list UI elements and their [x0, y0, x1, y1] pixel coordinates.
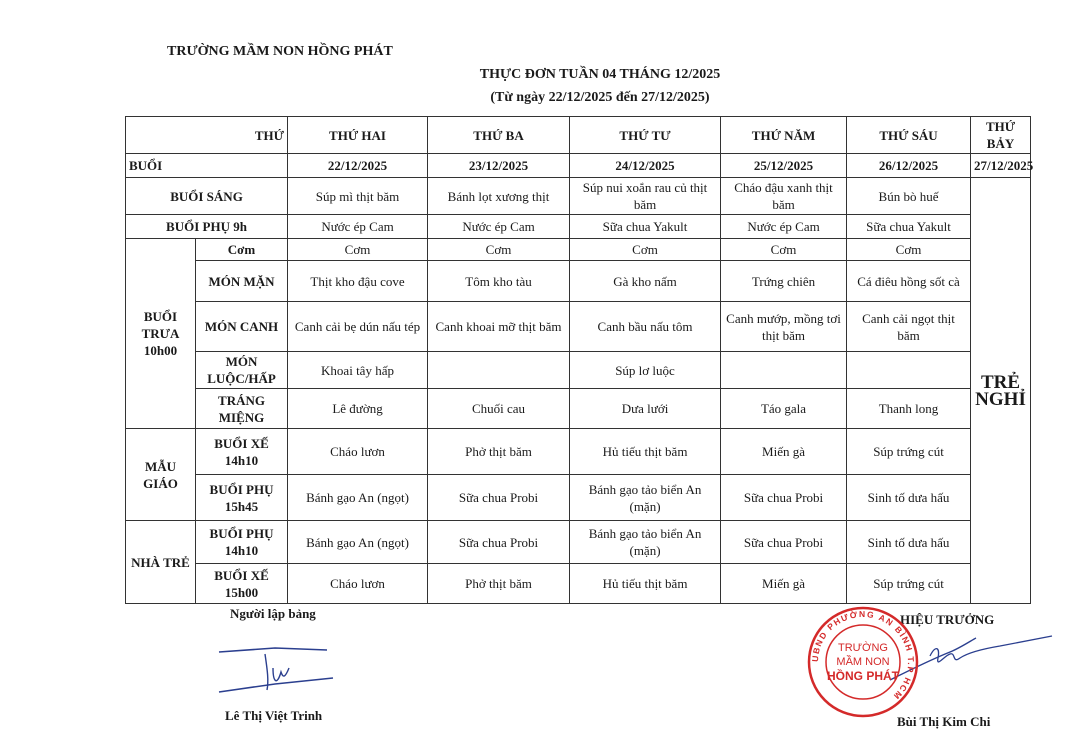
- menu-cell: Súp mì thịt băm: [288, 178, 428, 215]
- menu-cell: Cháo lươn: [288, 564, 428, 604]
- header-buoi-label: BUỔI: [126, 154, 288, 178]
- menu-cell: Tôm kho tàu: [428, 261, 570, 302]
- day-name: THỨ TƯ: [570, 117, 721, 154]
- row-label: MÓN CANH: [196, 302, 288, 352]
- row-label: Cơm: [196, 239, 288, 261]
- day-date: 25/12/2025: [721, 154, 847, 178]
- menu-cell: Súp trứng cút: [847, 564, 971, 604]
- menu-cell: Súp nui xoắn rau củ thịt băm: [570, 178, 721, 215]
- row-label-buoi-phu-9h: BUỔI PHỤ 9h: [126, 215, 288, 239]
- menu-cell: Bánh gạo An (ngọt): [288, 475, 428, 521]
- menu-cell: Lê đường: [288, 389, 428, 429]
- menu-title: THỰC ĐƠN TUẦN 04 THÁNG 12/2025: [479, 67, 721, 82]
- menu-cell: Trứng chiên: [721, 261, 847, 302]
- menu-cell: Sữa chua Probi: [721, 475, 847, 521]
- menu-cell: [847, 352, 971, 389]
- menu-subtitle: (Từ ngày 22/12/2025 đến 27/12/2025): [490, 90, 710, 105]
- rest-note: TRẺ NGHỈ: [971, 178, 1031, 604]
- row-label: TRÁNG MIỆNG: [196, 389, 288, 429]
- menu-cell: Hủ tiếu thịt băm: [570, 429, 721, 475]
- menu-cell: Táo gala: [721, 389, 847, 429]
- menu-cell: Phở thịt băm: [428, 564, 570, 604]
- day-date: 23/12/2025: [428, 154, 570, 178]
- menu-cell: Cháo đậu xanh thịt băm: [721, 178, 847, 215]
- menu-cell: Dưa lưới: [570, 389, 721, 429]
- day-date: 24/12/2025: [570, 154, 721, 178]
- menu-cell: Miến gà: [721, 564, 847, 604]
- row-label-buoi-sang: BUỔI SÁNG: [126, 178, 288, 215]
- menu-cell: Khoai tây hấp: [288, 352, 428, 389]
- menu-cell: Canh cải bẹ dún nấu tép: [288, 302, 428, 352]
- menu-cell: Cơm: [847, 239, 971, 261]
- row-label: BUỔI XẾ 15h00: [196, 564, 288, 604]
- menu-cell: Nước ép Cam: [428, 215, 570, 239]
- principal-name: Bùi Thị Kim Chi: [897, 714, 991, 729]
- row-label: BUỔI PHỤ 15h45: [196, 475, 288, 521]
- header-thu-label: THỨ: [126, 117, 288, 154]
- menu-cell: Thanh long: [847, 389, 971, 429]
- menu-cell: Canh mướp, mồng tơi thịt băm: [721, 302, 847, 352]
- menu-cell: Sữa chua Yakult: [570, 215, 721, 239]
- menu-cell: Bánh gạo tảo biển An (mặn): [570, 475, 721, 521]
- menu-cell: Canh cải ngọt thịt băm: [847, 302, 971, 352]
- menu-cell: Miến gà: [721, 429, 847, 475]
- menu-cell: Nước ép Cam: [721, 215, 847, 239]
- menu-cell: Bánh gạo tảo biển An (mặn): [570, 521, 721, 564]
- day-date: 22/12/2025: [288, 154, 428, 178]
- day-date: 26/12/2025: [847, 154, 971, 178]
- menu-cell: Súp lơ luộc: [570, 352, 721, 389]
- day-name: THỨ BA: [428, 117, 570, 154]
- menu-cell: Gà kho nấm: [570, 261, 721, 302]
- section-label-mau-giao: MẪU GIÁO: [126, 429, 196, 521]
- day-name: THỨ NĂM: [721, 117, 847, 154]
- menu-cell: Sữa chua Probi: [721, 521, 847, 564]
- menu-cell: Sữa chua Probi: [428, 475, 570, 521]
- menu-cell: Cá điêu hồng sốt cà: [847, 261, 971, 302]
- day-name: THỨ BẢY: [971, 117, 1031, 154]
- school-name: TRƯỜNG MẦM NON HỒNG PHÁT: [167, 44, 393, 59]
- day-date: 27/12/2025: [971, 154, 1031, 178]
- menu-cell: Bánh lọt xương thịt: [428, 178, 570, 215]
- menu-cell: Sinh tố dưa hấu: [847, 475, 971, 521]
- row-label: MÓN LUỘC/HẤP: [196, 352, 288, 389]
- day-name: THỨ SÁU: [847, 117, 971, 154]
- menu-cell: Cơm: [721, 239, 847, 261]
- stamp-text-line: HỒNG PHÁT: [827, 669, 899, 683]
- row-label: BUỔI XẾ 14h10: [196, 429, 288, 475]
- row-label: BUỔI PHỤ 14h10: [196, 521, 288, 564]
- preparer-name: Lê Thị Việt Trinh: [225, 708, 323, 723]
- menu-cell: Súp trứng cút: [847, 429, 971, 475]
- menu-cell: Cháo lươn: [288, 429, 428, 475]
- menu-cell: Sữa chua Probi: [428, 521, 570, 564]
- day-name: THỨ HAI: [288, 117, 428, 154]
- menu-cell: Cơm: [570, 239, 721, 261]
- menu-cell: Canh bầu nấu tôm: [570, 302, 721, 352]
- stamp-text-line: MẦM NON: [836, 656, 890, 668]
- menu-cell: Bánh gạo An (ngọt): [288, 521, 428, 564]
- stamp-ring-text: UBND PHƯỜNG AN BÌNH T.P HCM: [809, 608, 917, 703]
- principal-label: HIỆU TRƯỞNG: [900, 612, 995, 627]
- menu-cell: Chuối cau: [428, 389, 570, 429]
- row-label: MÓN MẶN: [196, 261, 288, 302]
- stamp-text-line: TRƯỜNG: [838, 642, 888, 654]
- section-label-nha-tre: NHÀ TRẺ: [126, 521, 196, 604]
- menu-cell: [721, 352, 847, 389]
- menu-cell: Sinh tố dưa hấu: [847, 521, 971, 564]
- preparer-label: Người lập bảng: [230, 606, 316, 621]
- menu-cell: [428, 352, 570, 389]
- menu-cell: Cơm: [288, 239, 428, 261]
- menu-cell: Phở thịt băm: [428, 429, 570, 475]
- menu-cell: Bún bò huế: [847, 178, 971, 215]
- menu-cell: Canh khoai mỡ thịt băm: [428, 302, 570, 352]
- menu-cell: Hủ tiếu thịt băm: [570, 564, 721, 604]
- menu-cell: Sữa chua Yakult: [847, 215, 971, 239]
- weekly-menu-table: [125, 116, 1034, 604]
- section-label-buoi-trua: BUỔI TRƯA 10h00: [126, 239, 196, 429]
- menu-cell: Nước ép Cam: [288, 215, 428, 239]
- menu-cell: Thịt kho đậu cove: [288, 261, 428, 302]
- menu-cell: Cơm: [428, 239, 570, 261]
- school-stamp: [806, 605, 920, 719]
- preparer-signature-icon: [215, 638, 340, 698]
